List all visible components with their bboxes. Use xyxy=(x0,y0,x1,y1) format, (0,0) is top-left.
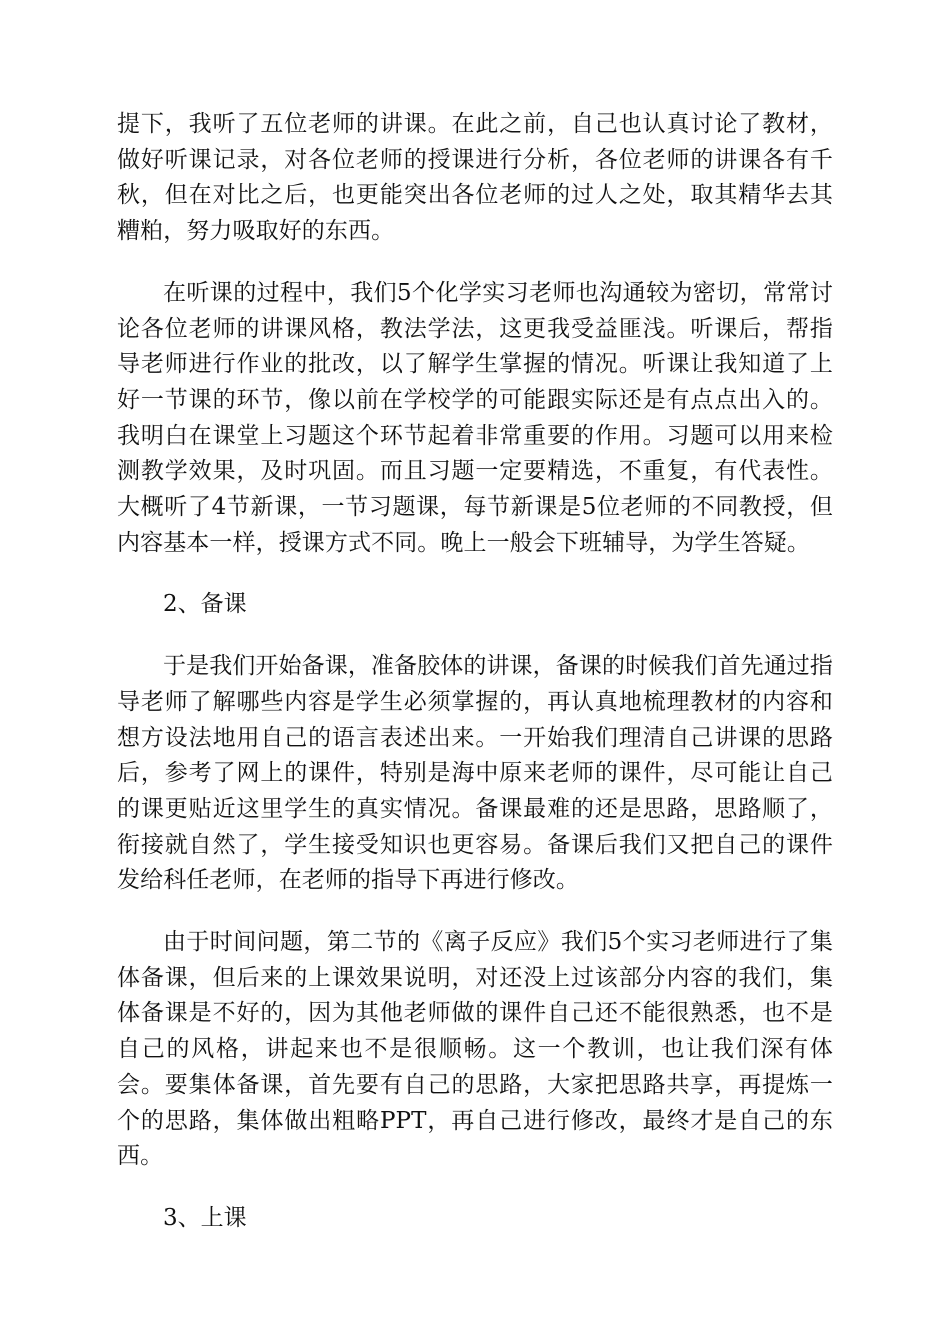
section-heading-lesson-prep: 2、备课 xyxy=(163,591,247,618)
document-page xyxy=(117,107,833,1263)
paragraph-listening-process: 在听课的过程中，我们5个化学实习老师也沟通较为密切，常常讨论各位老师的讲课风格，教法学法，这更我受益匪浅。听课后，帮指导老师进行作业的批改，以了解学生掌握的情况。听课让我知道了上好一节课的环节，像以前在学校学的可能跟实际还是有点点出入的。我明白在课堂上习题这个环节起着非常重要的作用。习题可以用来检测教学效果，及时巩固。而且习题一定要精选，不重复，有代表性。大概听了4节新课，一节习题课，每节新课是5位老师的不同教授，但内容基本一样，授课方式不同。晚上一般会下班辅导，为学生答疑。 xyxy=(117,279,833,556)
paragraph-lesson-prep: 于是我们开始备课，准备胶体的讲课，备课的时候我们首先通过指导老师了解哪些内容是学生必须掌握的，再认真地梳理教材的内容和想方设法地用自己的语言表述出来。一开始我们理清自己讲课的思路后，参考了网上的课件，特别是海中原来老师的课件，尽可能让自己的课更贴近这里学生的真实情况。备课最难的还是思路，思路顺了，衔接就自然了，学生接受知识也更容易。备课后我们又把自己的课件发给科任老师，在老师的指导下再进行修改。 xyxy=(117,653,833,894)
paragraph-listening-intro: 提下，我听了五位老师的讲课。在此之前，自己也认真讨论了教材，做好听课记录，对各位老师的授课进行分析，各位老师的讲课各有千秋，但在对比之后，也更能突出各位老师的过人之处，取其精华去其糟粕，努力吸取好的东西。 xyxy=(117,111,833,245)
paragraph-group-prep: 由于时间问题，第二节的《离子反应》我们5个实习老师进行了集体备课，但后来的上课效果说明，对还没上过该部分内容的我们，集体备课是不好的，因为其他老师做的课件自己还不能很熟悉，也不是自己的风格，讲起来也不是很顺畅。这一个教训，也让我们深有体会。要集体备课，首先要有自己的思路，大家把思路共享，再提炼一个的思路，集体做出粗略PPT，再自己进行修改，最终才是自己的东西。 xyxy=(117,929,833,1170)
section-heading-teaching: 3、上课 xyxy=(163,1204,247,1231)
